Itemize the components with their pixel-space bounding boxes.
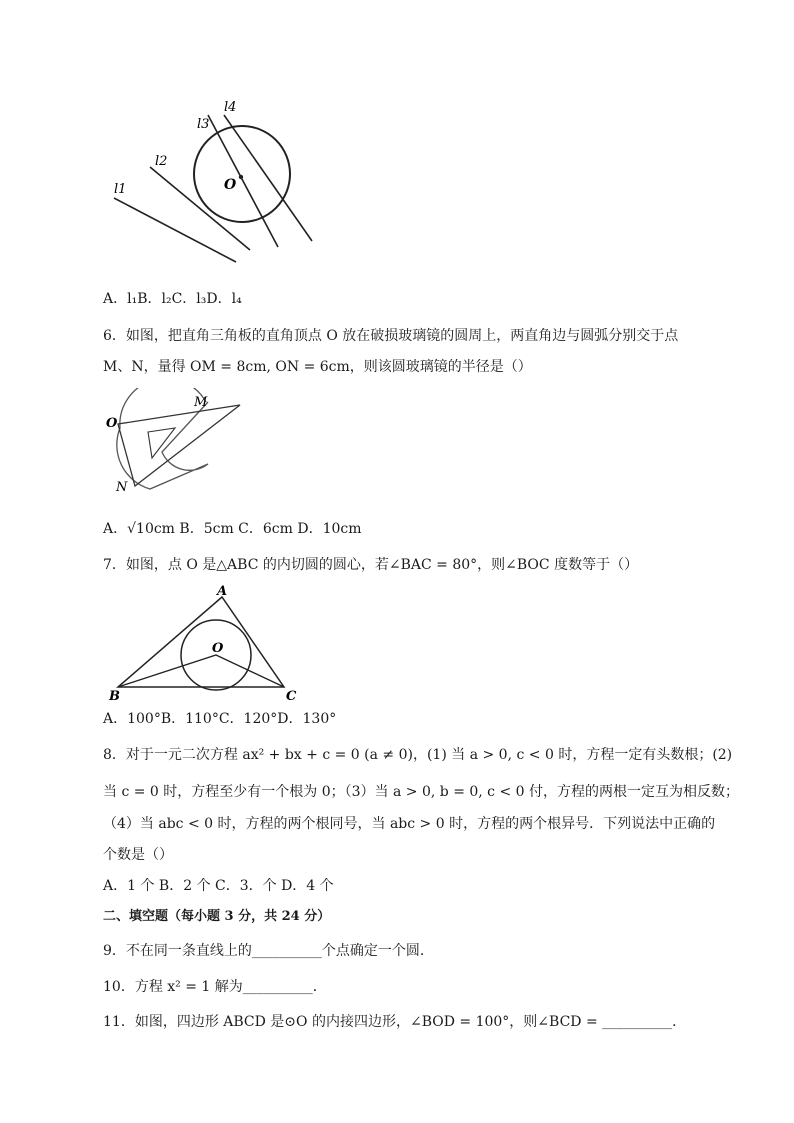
label-l1: l1 [114, 182, 127, 197]
label-o: O [224, 177, 237, 193]
q6-line2: M、N，量得 OM = 8cm, ON = 6cm，则该圆玻璃镜的半径是（） [103, 359, 532, 375]
figure-q7 [106, 582, 306, 704]
q6-options: A．√10cm B．5cm C．6cm D．10cm [103, 521, 362, 537]
q11-text: 11．如图，四边形 ABCD 是⊙O 的内接四边形，∠BOD = 100°，则∠BCD = __________． [103, 1014, 687, 1030]
triangle-ruler [118, 405, 240, 486]
segments-bo-oc [118, 655, 284, 687]
q8-line4: 个数是（） [103, 847, 173, 863]
q8-line3: （4）当 abc < 0 时，方程的两个根同号，当 abc > 0 时，方程的两个根异号．下列说法中正确的 [103, 816, 716, 832]
q9-text: 9．不在同一条直线上的__________个点确定一个圆． [103, 943, 434, 959]
q6-line1: 6．如图，把直角三角板的直角顶点 O 放在破损玻璃镜的圆周上，两直角边与圆弧分别交于点 [103, 328, 679, 344]
q10-text: 10．方程 x² = 1 解为__________． [103, 979, 327, 995]
q7-options: A．100°B．110°C．120°D．130° [103, 711, 337, 727]
line-l3 [208, 115, 278, 247]
label-c: C [286, 689, 297, 704]
q5-options: A．l₁B．l₂C．l₃D．l₄ [103, 291, 242, 307]
label-n: N [116, 480, 128, 495]
q8-line1: 8．对于一元二次方程 ax² + bx + c = 0 (a ≠ 0)，(1) 当 a > 0, c < 0 时，方程一定有头数根；(2) [103, 747, 733, 763]
label-o: O [212, 641, 224, 656]
figure-q6 [100, 388, 250, 498]
label-m: M [194, 395, 208, 410]
label-l4: l4 [224, 100, 237, 115]
section-heading: 二、填空题（每小题 3 分，共 24 分） [103, 909, 331, 924]
triangle-abc [118, 597, 284, 687]
label-l2: l2 [155, 154, 168, 169]
q7-line1: 7．如图，点 O 是△ABC 的内切圆的圆心，若∠BAC = 80°，则∠BOC 度数等于（） [103, 557, 639, 573]
q8-line2: 当 c = 0 时，方程至少有一个根为 0；（3）当 a > 0, b = 0, c < 0 付，方程的两根一定互为相反数； [103, 784, 740, 800]
figure-q5 [100, 95, 330, 270]
label-a: A [217, 584, 228, 599]
label-b: B [109, 689, 120, 704]
label-o: O [106, 416, 118, 431]
q8-options: A．1 个 B．2 个 C．3．个 D．4 个 [103, 878, 334, 894]
label-l3: l3 [197, 117, 210, 132]
line-l1 [114, 198, 236, 262]
